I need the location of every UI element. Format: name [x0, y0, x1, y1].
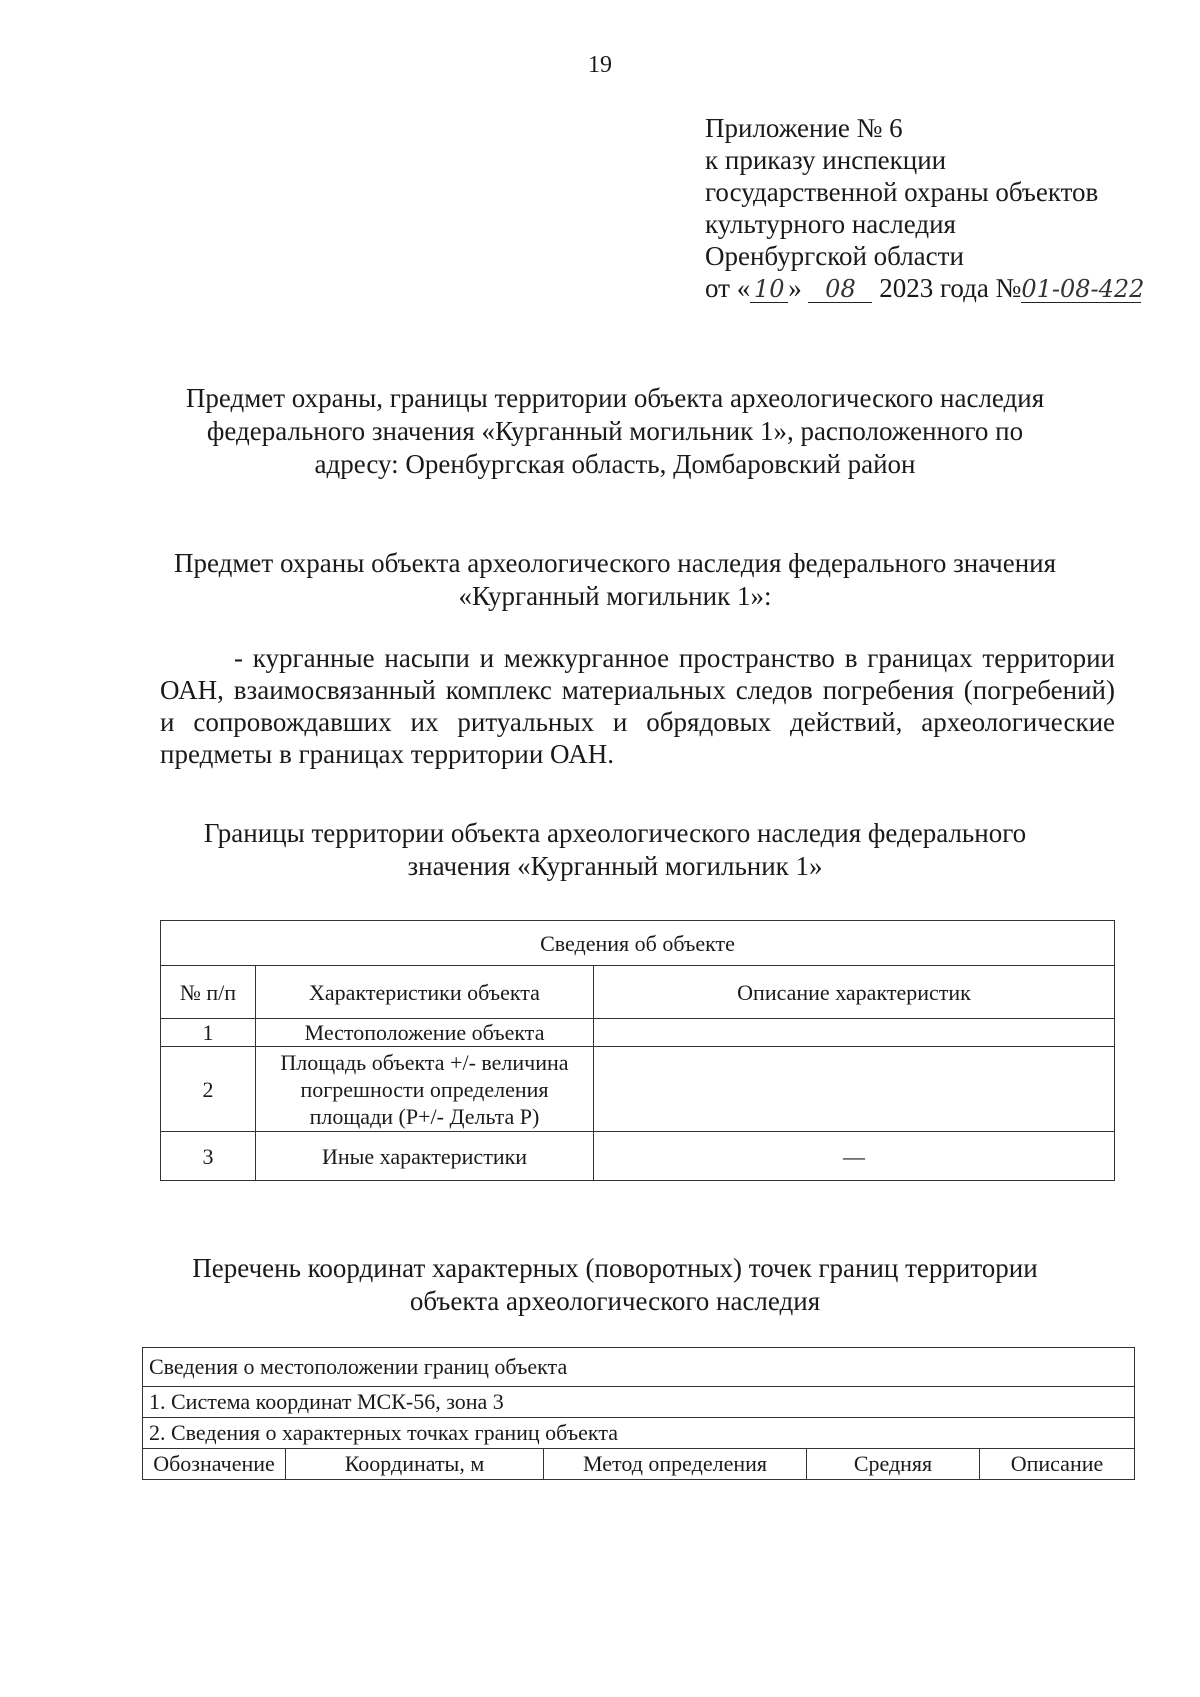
appendix-line: культурного наследия	[705, 209, 956, 239]
table-row	[161, 1132, 1115, 1181]
title-line: адресу: Оренбургская область, Домбаровский район	[314, 449, 916, 479]
title-line: Предмет охраны, границы территории объекта археологического наследия	[185, 383, 1045, 413]
heading-line: Перечень координат характерных (поворотных) точек границ территории	[192, 1253, 1038, 1283]
coords-row-location: Сведения о местоположении границ объекта	[143, 1348, 1135, 1387]
row-description	[594, 1047, 1115, 1132]
table-row	[161, 1047, 1115, 1132]
handwritten-month: 08	[808, 276, 872, 303]
column-header: Средняя	[807, 1449, 980, 1480]
appendix-line: государственной охраны объектов	[705, 177, 1099, 207]
column-header: № п/п	[161, 966, 256, 1019]
column-header: Описание	[980, 1449, 1135, 1480]
page-number: 19	[588, 52, 612, 78]
coordinates-heading	[150, 1252, 1080, 1318]
row-number: 1	[161, 1019, 256, 1047]
boundaries-heading	[150, 817, 1080, 883]
coords-row-system: 1. Система координат МСК-56, зона 3	[143, 1387, 1135, 1418]
date-mid: »	[788, 273, 802, 303]
appendix-block	[705, 112, 1145, 304]
row-characteristic: Иные характеристики	[256, 1132, 594, 1181]
title-line: федерального значения «Курганный могильник 1», расположенного по	[206, 416, 1024, 446]
row-description: —	[594, 1132, 1115, 1181]
heading-line: Границы территории объекта археологического наследия федерального	[203, 818, 1027, 848]
appendix-line: к приказу инспекции	[705, 145, 947, 175]
row-description	[594, 1019, 1115, 1047]
column-header: Описание характеристик	[594, 966, 1115, 1019]
date-year: 2023 года №	[879, 273, 1022, 303]
coordinates-table	[142, 1347, 1135, 1480]
table-row	[161, 1019, 1115, 1047]
row-characteristic: Местоположение объекта	[256, 1019, 594, 1047]
appendix-line: Оренбургской области	[705, 241, 964, 271]
subject-paragraph	[160, 642, 1115, 770]
heading-line: Предмет охраны объекта археологического наследия федерального значения	[173, 548, 1057, 578]
heading-line: «Курганный могильник 1»:	[458, 581, 772, 611]
column-header: Координаты, м	[286, 1449, 544, 1480]
subject-text: - курганные насыпи и межкурганное пространство в границах территории ОАН, взаимосвязанный комплекс материальных следов погребения (погребений) и сопровождавших их ритуальных и обрядовых действий, археологические предметы в границах территории ОАН.	[160, 643, 1115, 769]
subject-heading	[150, 547, 1080, 613]
row-characteristic: Площадь объекта +/- величина погрешности определения площади (Р+/- Дельта Р)	[256, 1047, 594, 1132]
row-number: 3	[161, 1132, 256, 1181]
document-title	[150, 382, 1080, 481]
coords-row-points: 2. Сведения о характерных точках границ объекта	[143, 1418, 1135, 1449]
table-caption: Сведения об объекте	[161, 921, 1115, 966]
column-header: Обозначение	[143, 1449, 286, 1480]
object-info-table	[160, 920, 1115, 1181]
heading-line: объекта археологического наследия	[409, 1286, 821, 1316]
handwritten-order-number: 01-08-422	[1021, 275, 1145, 303]
column-header: Метод определения	[544, 1449, 807, 1480]
handwritten-day: 10	[750, 276, 788, 303]
column-header: Характеристики объекта	[256, 966, 594, 1019]
heading-line: значения «Курганный могильник 1»	[407, 851, 823, 881]
appendix-line: Приложение № 6	[705, 113, 903, 143]
date-prefix: от «	[705, 273, 751, 303]
appendix-date-line	[705, 272, 1145, 304]
row-number: 2	[161, 1047, 256, 1132]
